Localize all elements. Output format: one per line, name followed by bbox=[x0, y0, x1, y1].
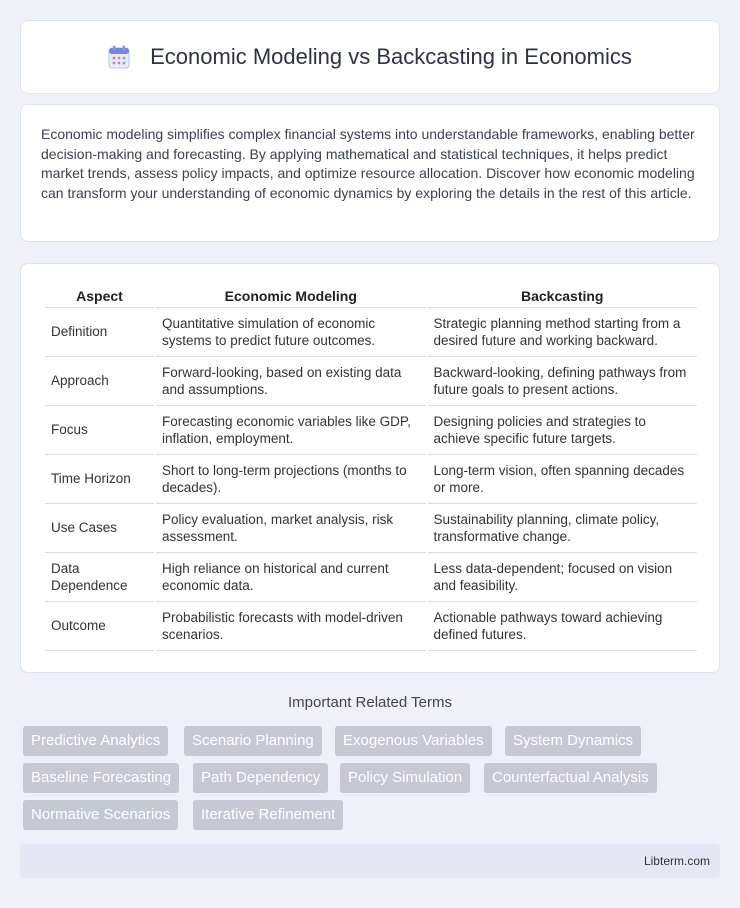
row-backcasting: Actionable pathways toward achieving defined futures. bbox=[428, 602, 698, 651]
header-card bbox=[20, 20, 720, 94]
table-row bbox=[45, 357, 697, 406]
row-aspect: Approach bbox=[45, 357, 154, 406]
footer bbox=[20, 844, 720, 878]
row-economic-modeling: Short to long-term projections (months to decades). bbox=[156, 455, 425, 504]
row-aspect: Time Horizon bbox=[45, 455, 154, 504]
related-term-tag[interactable]: Exogenous Variables bbox=[335, 726, 492, 756]
header-economic-modeling: Economic Modeling bbox=[156, 284, 425, 308]
comparison-table bbox=[43, 284, 699, 651]
related-term-tag[interactable]: System Dynamics bbox=[505, 726, 641, 756]
table-header-row bbox=[45, 284, 697, 308]
intro-card bbox=[20, 104, 720, 242]
related-term-tag[interactable]: Path Dependency bbox=[193, 763, 328, 793]
related-terms-title: Important Related Terms bbox=[288, 694, 452, 711]
row-backcasting: Less data-dependent; focused on vision and feasibility. bbox=[428, 553, 698, 602]
row-backcasting: Long-term vision, often spanning decades or more. bbox=[428, 455, 698, 504]
row-backcasting: Designing policies and strategies to achieve specific future targets. bbox=[428, 406, 698, 455]
row-economic-modeling: Probabilistic forecasts with model-driven scenarios. bbox=[156, 602, 425, 651]
related-term-tag[interactable]: Counterfactual Analysis bbox=[484, 763, 657, 793]
table-row bbox=[45, 602, 697, 651]
intro-text: Economic modeling simplifies complex financial systems into understandable frameworks, enabling better decision-making and forecasting. By applying mathematical and statistical techniques, it helps predict market trends, assess policy impacts, and optimize resource allocation. Discover how economic modeling can transform your understanding of economic dynamics by exploring the details in the rest of this article. bbox=[41, 126, 695, 201]
row-economic-modeling: Forward-looking, based on existing data and assumptions. bbox=[156, 357, 425, 406]
calendar-icon bbox=[108, 45, 130, 69]
row-backcasting: Sustainability planning, climate policy, transformative change. bbox=[428, 504, 698, 553]
table-row bbox=[45, 406, 697, 455]
page-title: Economic Modeling vs Backcasting in Economics bbox=[150, 44, 632, 69]
related-term-tag[interactable]: Scenario Planning bbox=[184, 726, 322, 756]
row-aspect: Data Dependence bbox=[45, 553, 154, 602]
comparison-table-card bbox=[20, 263, 720, 673]
row-economic-modeling: Quantitative simulation of economic systems to predict future outcomes. bbox=[156, 308, 425, 357]
table-row bbox=[45, 504, 697, 553]
related-term-tag[interactable]: Baseline Forecasting bbox=[23, 763, 179, 793]
related-term-tag[interactable]: Normative Scenarios bbox=[23, 800, 178, 830]
row-aspect: Use Cases bbox=[45, 504, 154, 553]
row-backcasting: Backward-looking, defining pathways from future goals to present actions. bbox=[428, 357, 698, 406]
row-economic-modeling: High reliance on historical and current economic data. bbox=[156, 553, 425, 602]
row-economic-modeling: Forecasting economic variables like GDP, inflation, employment. bbox=[156, 406, 425, 455]
table-row bbox=[45, 553, 697, 602]
row-aspect: Focus bbox=[45, 406, 154, 455]
table-row bbox=[45, 455, 697, 504]
row-aspect: Definition bbox=[45, 308, 154, 357]
related-term-tag[interactable]: Iterative Refinement bbox=[193, 800, 343, 830]
related-term-tag[interactable]: Policy Simulation bbox=[340, 763, 470, 793]
header-aspect: Aspect bbox=[45, 284, 154, 308]
row-backcasting: Strategic planning method starting from a desired future and working backward. bbox=[428, 308, 698, 357]
footer-brand-link[interactable]: Libterm.com bbox=[643, 854, 710, 868]
header-backcasting: Backcasting bbox=[428, 284, 698, 308]
related-term-tag[interactable]: Predictive Analytics bbox=[23, 726, 168, 756]
row-aspect: Outcome bbox=[45, 602, 154, 651]
row-economic-modeling: Policy evaluation, market analysis, risk assessment. bbox=[156, 504, 425, 553]
table-row bbox=[45, 308, 697, 357]
